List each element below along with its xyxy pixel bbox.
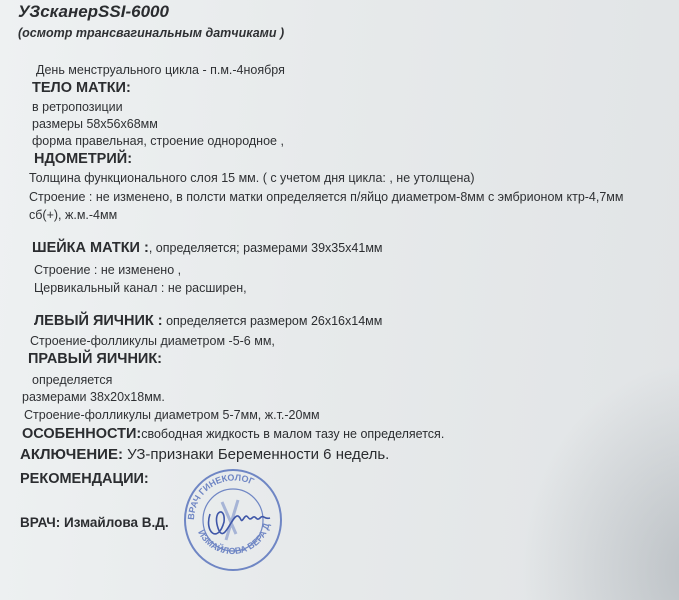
left-ovary-heading: ЛЕВЫЙ ЯИЧНИК :: [34, 313, 163, 329]
uterus-heading: ТЕЛО МАТКИ:: [32, 80, 131, 96]
cervix-heading: ШЕЙКА МАТКИ :: [32, 240, 149, 256]
stamp-text-bottom-path: ИЗМАЙЛОВА ВЕРА Д: [196, 521, 272, 557]
left-ovary-line: [34, 313, 382, 329]
report-subtitle: (осмотр трансвагинальным датчиками ): [18, 26, 285, 40]
stamp-text-top: [186, 472, 256, 520]
features-text: свободная жидкость в малом тазу не определяется.: [141, 427, 445, 441]
features-line: [22, 426, 444, 442]
conclusion-heading: АКЛЮЧЕНИЕ:: [20, 446, 123, 463]
cervix-structure: Строение : не изменено ,: [34, 263, 182, 277]
recommendations-heading: РЕКОМЕНДАЦИИ:: [20, 471, 149, 487]
endometrium-structure-line2: сб(+), ж.м.-4мм: [29, 208, 118, 222]
left-ovary-follicles: Строение-фолликулы диаметром -5-6 мм,: [30, 334, 275, 348]
endometrium-thickness: Толщина функционального слоя 15 мм. ( с учетом дня цикла: , не утолщена): [29, 171, 475, 185]
right-ovary-heading: ПРАВЫЙ ЯИЧНИК:: [28, 351, 163, 367]
cervical-canal: Цервикальный канал : не расширен,: [34, 281, 247, 295]
left-ovary-size: определяется размером 26x16x14мм: [162, 314, 383, 328]
stamp-text-top-path: ВРАЧ ГИНЕКОЛОГ: [185, 472, 256, 521]
endometrium-heading: НДОМЕТРИЙ:: [34, 151, 133, 167]
right-ovary-detected: определяется: [32, 373, 113, 387]
conclusion-text: УЗ-признаки Беременности 6 недель.: [122, 446, 390, 463]
right-ovary-size: размерами 38x20x18мм.: [22, 390, 165, 404]
features-heading: ОСОБЕННОСТИ:: [22, 426, 142, 442]
conclusion-line: [20, 447, 389, 463]
uterus-size: размеры 58x56x68мм: [32, 117, 158, 131]
report-title: УЗсканерSSI-6000: [18, 2, 169, 21]
uterus-shape: форма правельная, строение однородное ,: [32, 134, 284, 148]
cycle-day-line: День менструального цикла - п.м.-4ноября: [36, 63, 285, 77]
doctor-stamp-seal: [178, 462, 286, 574]
cervix-line: [32, 240, 383, 256]
cervix-detected-size: , определяется; размерами 39x35x41мм: [148, 241, 383, 255]
endometrium-structure-line1: Строение : не изменено, в полсти матки определяется п/яйцо диаметром-8мм с эмбрионом ктр-4,7мм: [29, 190, 624, 204]
uterus-position: в ретропозиции: [32, 100, 123, 114]
right-ovary-follicles: Строение-фолликулы диаметром 5-7мм, ж.т.-20мм: [24, 408, 320, 422]
doctor-signature-label: ВРАЧ: Измайлова В.Д.: [20, 515, 169, 530]
